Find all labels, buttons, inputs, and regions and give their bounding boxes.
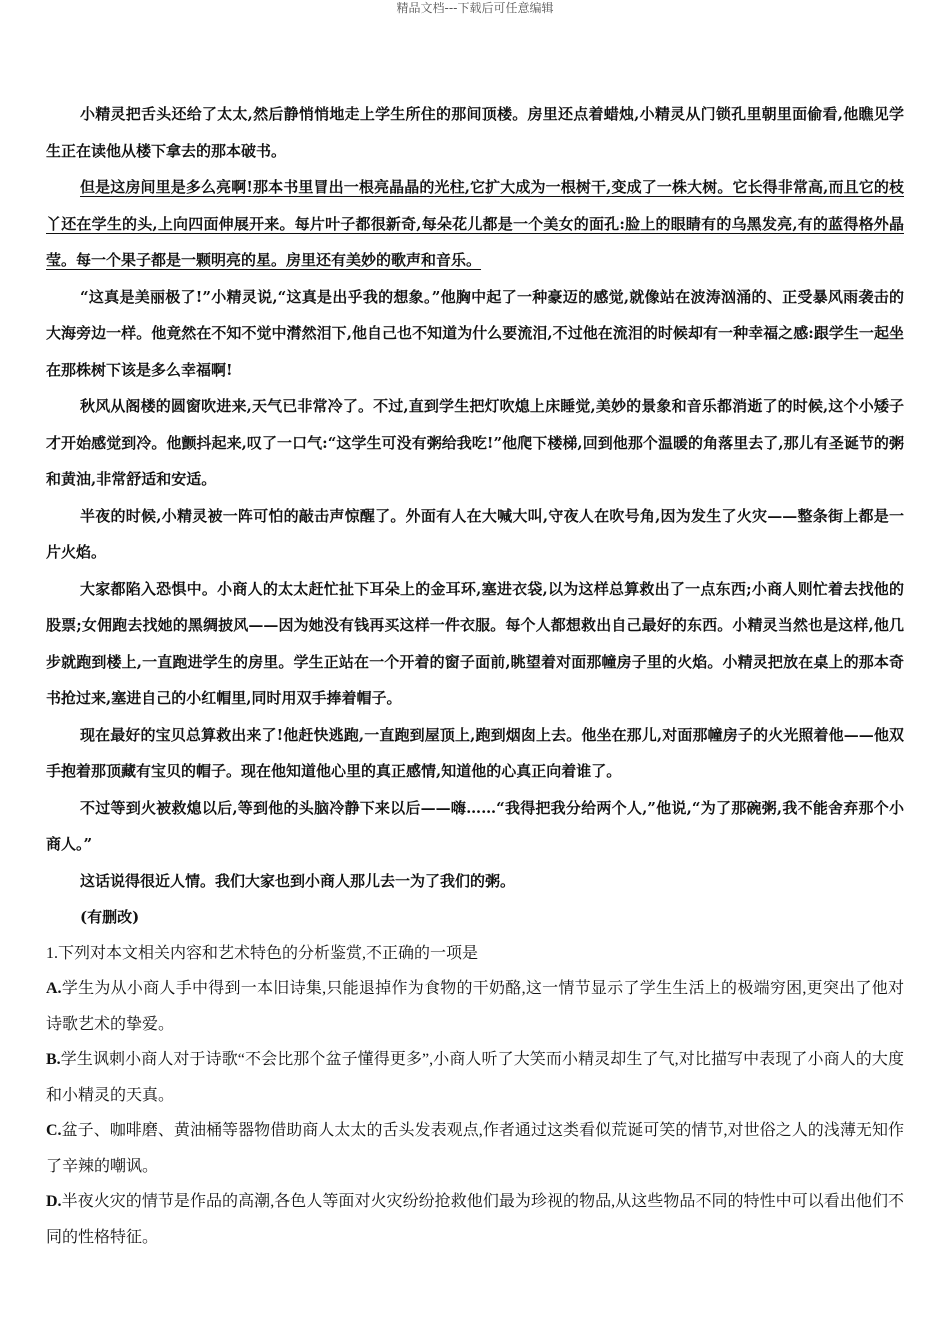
option-d (46, 1184, 904, 1255)
option-letter: D. (46, 1193, 62, 1210)
document-body (46, 96, 904, 1255)
source-note: (有删改) (80, 908, 140, 926)
story-paragraph: 半夜的时候,小精灵被一阵可怕的敲击声惊醒了。外面有人在大喊大叫,守夜人在吹号角,因为发生了火灾——整条街上都是一片火焰。 (46, 506, 904, 561)
story-text (46, 96, 904, 936)
question-title: 1.下列对本文相关内容和艺术特色的分析鉴赏,不正确的一项是 (46, 944, 479, 962)
option-text: 学生讽刺小商人对于诗歌“不会比那个盆子懂得更多”,小商人听了大笑而小精灵却生了气,对比描写中表现了小商人的大度和小精灵的天真。 (46, 1051, 904, 1104)
option-text: 学生为从小商人手中得到一本旧诗集,只能退掉作为食物的干奶酪,这一情节显示了学生生活上的极端穷困,更突出了他对诗歌艺术的挚爱。 (46, 980, 904, 1033)
story-paragraph: 现在最好的宝贝总算救出来了!他赶快逃跑,一直跑到屋顶上,跑到烟囱上去。他坐在那儿,对面那幢房子的火光照着他——他双手抱着那顶藏有宝贝的帽子。现在他知道他心里的真正感情,知道他的心真正向着谁了。 (46, 725, 904, 780)
story-paragraph: 秋风从阁楼的圆窗吹进来,天气已非常冷了。不过,直到学生把灯吹熄上床睡觉,美妙的景象和音乐都消逝了的时候,这个小矮子才开始感觉到冷。他颤抖起来,叹了一口气:“这学生可没有粥给我吃!”他爬下楼梯,回到他那个温暖的角落里去了,那儿有圣诞节的粥和黄油,非常舒适和安适。 (46, 397, 904, 488)
option-b (46, 1042, 904, 1113)
page-header: 精品文档---下载后可任意编辑 (396, 1, 554, 15)
option-c (46, 1113, 904, 1184)
story-paragraph: 小精灵把舌头还给了太太,然后静悄悄地走上学生所住的那间顶楼。房里还点着蜡烛,小精灵从门锁孔里朝里面偷看,他瞧见学生正在读他从楼下拿去的那本破书。 (46, 105, 904, 160)
option-letter: B. (46, 1051, 61, 1068)
option-text: 半夜火灾的情节是作品的高潮,各色人等面对火灾纷纷抢救他们最为珍视的物品,从这些物品不同的特性中可以看出他们不同的性格特征。 (46, 1193, 904, 1246)
option-a (46, 971, 904, 1042)
story-paragraph: 不过等到火被救熄以后,等到他的头脑冷静下来以后——嗨……“我得把我分给两个人,”他说,“为了那碗粥,我不能舍弃那个小商人。” (46, 798, 904, 853)
story-paragraph-underlined (46, 169, 904, 279)
story-paragraph: 这话说得很近人情。我们大家也到小商人那儿去一为了我们的粥。 (80, 871, 516, 890)
question-block (46, 936, 904, 1256)
story-paragraph: 大家都陷入恐惧中。小商人的太太赶忙扯下耳朵上的金耳环,塞进衣袋,以为这样总算救出了一点东西;小商人则忙着去找他的股票;女佣跑去找她的黑绸披风——因为她没有钱再买这样一件衣服。每个人都想救出自己最好的东西。小精灵当然也是这样,他几步就跑到楼上,一直跑进学生的房里。学生正站在一个开着的窗子面前,眺望着对面那幢房子里的火焰。小精灵把放在桌上的那本奇书抢过来,塞进自己的小红帽里,同时用双手捧着帽子。 (46, 579, 904, 707)
story-paragraph: “这真是美丽极了!”小精灵说,“这真是出乎我的想象。”他胸中起了一种豪迈的感觉,就像站在波涛汹涌的、正受暴风雨袭击的大海旁边一样。他竟然在不知不觉中潸然泪下,他自己也不知道为什么要流泪,不过他在流泪的时候却有一种幸福之感:跟学生一起坐在那株树下该是多么幸福啊! (46, 287, 904, 379)
option-letter: A. (46, 980, 62, 997)
option-letter: C. (46, 1122, 62, 1139)
underlined-passage: 但是这房间里是多么亮啊!那本书里冒出一根亮晶晶的光柱,它扩大成为一根树干,变成了一株大树。它长得非常高,而且它的枝丫还在学生的头,上向四面伸展开来。每片叶子都很新奇,每朵花儿都是一个美女的面孔:脸上的眼睛有的乌黑发亮,有的蓝得格外晶莹。每一个果子都是一颗明亮的星。房里还有美妙的歌声和音乐。 (46, 178, 904, 269)
option-text: 盆子、咖啡磨、黄油桶等器物借助商人太太的舌头发表观点,作者通过这类看似荒诞可笑的情节,对世俗之人的浅薄无知作了辛辣的嘲讽。 (46, 1122, 904, 1175)
